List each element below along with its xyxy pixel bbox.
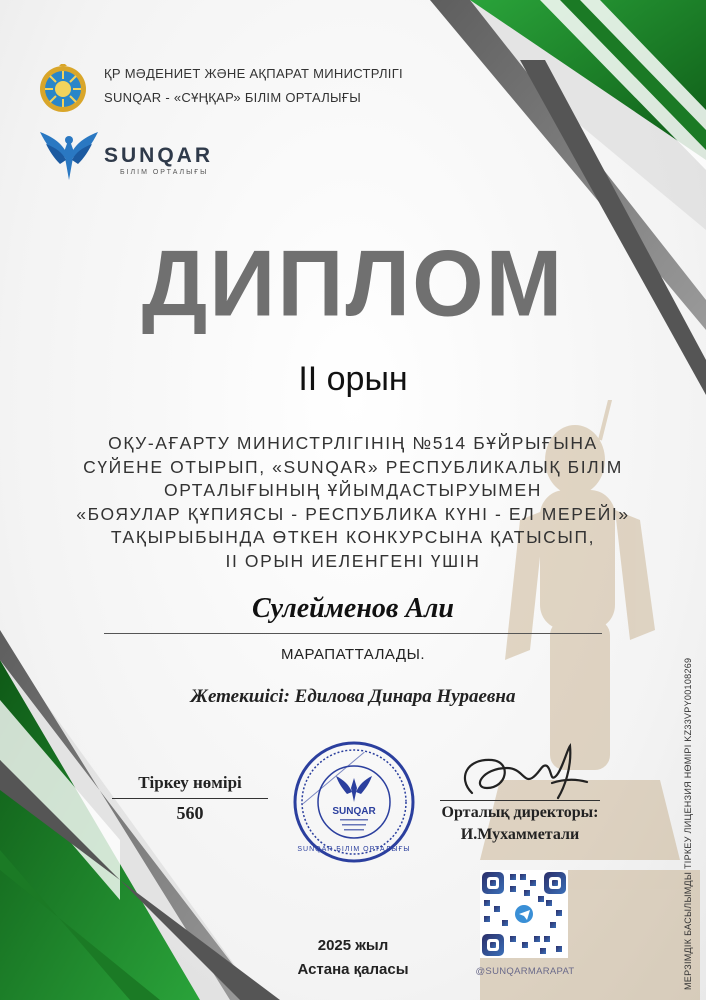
description-line: «БОЯУЛАР ҚҰПИЯСЫ - РЕСПУБЛИКА КҮНІ - ЕЛ МЕРЕЙІ» xyxy=(76,503,630,524)
director-divider xyxy=(440,800,600,801)
ministry-header: ҚР МӘДЕНИЕТ ЖӘНЕ АҚПАРАТ МИНИСТРЛІГІ xyxy=(104,66,403,81)
awarded-text: МАРАПАТТАЛАДЫ. xyxy=(280,646,426,663)
director-signature xyxy=(452,738,592,808)
issue-city: Астана қаласы xyxy=(297,961,409,978)
description-line: II ОРЫН ИЕЛЕНГЕНІ ҮШІН xyxy=(225,550,481,571)
description-line: ТАҚЫРЫБЫНДА ӨТКЕН КОНКУРСЫНА ҚАТЫСЫП, xyxy=(110,527,596,547)
director-label: Орталық директоры: xyxy=(441,804,599,821)
description-line: СҮЙЕНЕ ОТЫРЫП, «SUNQAR» РЕСПУБЛИКАЛЫҚ БІЛІМ xyxy=(83,456,623,477)
phoenix-bird-icon xyxy=(38,130,100,185)
qr-code-icon xyxy=(480,870,568,958)
registration-divider xyxy=(112,798,268,799)
official-stamp xyxy=(292,740,416,864)
registration-number: 560 xyxy=(176,803,204,823)
center-header: SUNQAR - «СҰҢҚАР» БІЛІМ ОРТАЛЫҒЫ xyxy=(104,90,362,105)
stamp-wordmark: SUNQAR xyxy=(332,806,376,817)
recipient-name: Сулейменов Али xyxy=(251,593,454,624)
director-name: И.Мухамметали xyxy=(460,826,580,843)
logo-subtitle: БІЛІМ ОРТАЛЫҒЫ xyxy=(120,169,209,176)
kazakhstan-emblem-icon xyxy=(38,64,88,114)
logo-wordmark: SUNQAR xyxy=(104,144,214,167)
registration-label: Тіркеу нөмірі xyxy=(138,773,242,792)
place-text: II орын xyxy=(298,360,408,398)
stamp-bottom-text: SUNQAR БІЛІМ ОРТАЛЫҒЫ xyxy=(297,846,411,853)
description-line: ОҚУ-АҒАРТУ МИНИСТРЛІГІНІҢ №514 БҰЙРЫҒЫНА xyxy=(108,433,598,453)
mentor-name: Жетекшісі: Едилова Динара Нураевна xyxy=(190,686,516,707)
name-underline xyxy=(104,633,602,634)
diploma-title: ДИПЛОМ xyxy=(141,231,565,337)
award-description xyxy=(60,432,646,573)
social-handle: @SUNQARMARAPAT xyxy=(475,966,575,977)
license-number: МЕРЗІМДІК БАСЫЛЫМДЫ ТІРКЕУ ЛИЦЕНЗИЯ НӨМІРІ KZ33VPY00108269 xyxy=(683,657,693,990)
description-line: ОРТАЛЫҒЫНЫҢ ҰЙЫМДАСТЫРУЫМЕН xyxy=(164,480,542,500)
issue-year: 2025 жыл xyxy=(317,937,389,954)
